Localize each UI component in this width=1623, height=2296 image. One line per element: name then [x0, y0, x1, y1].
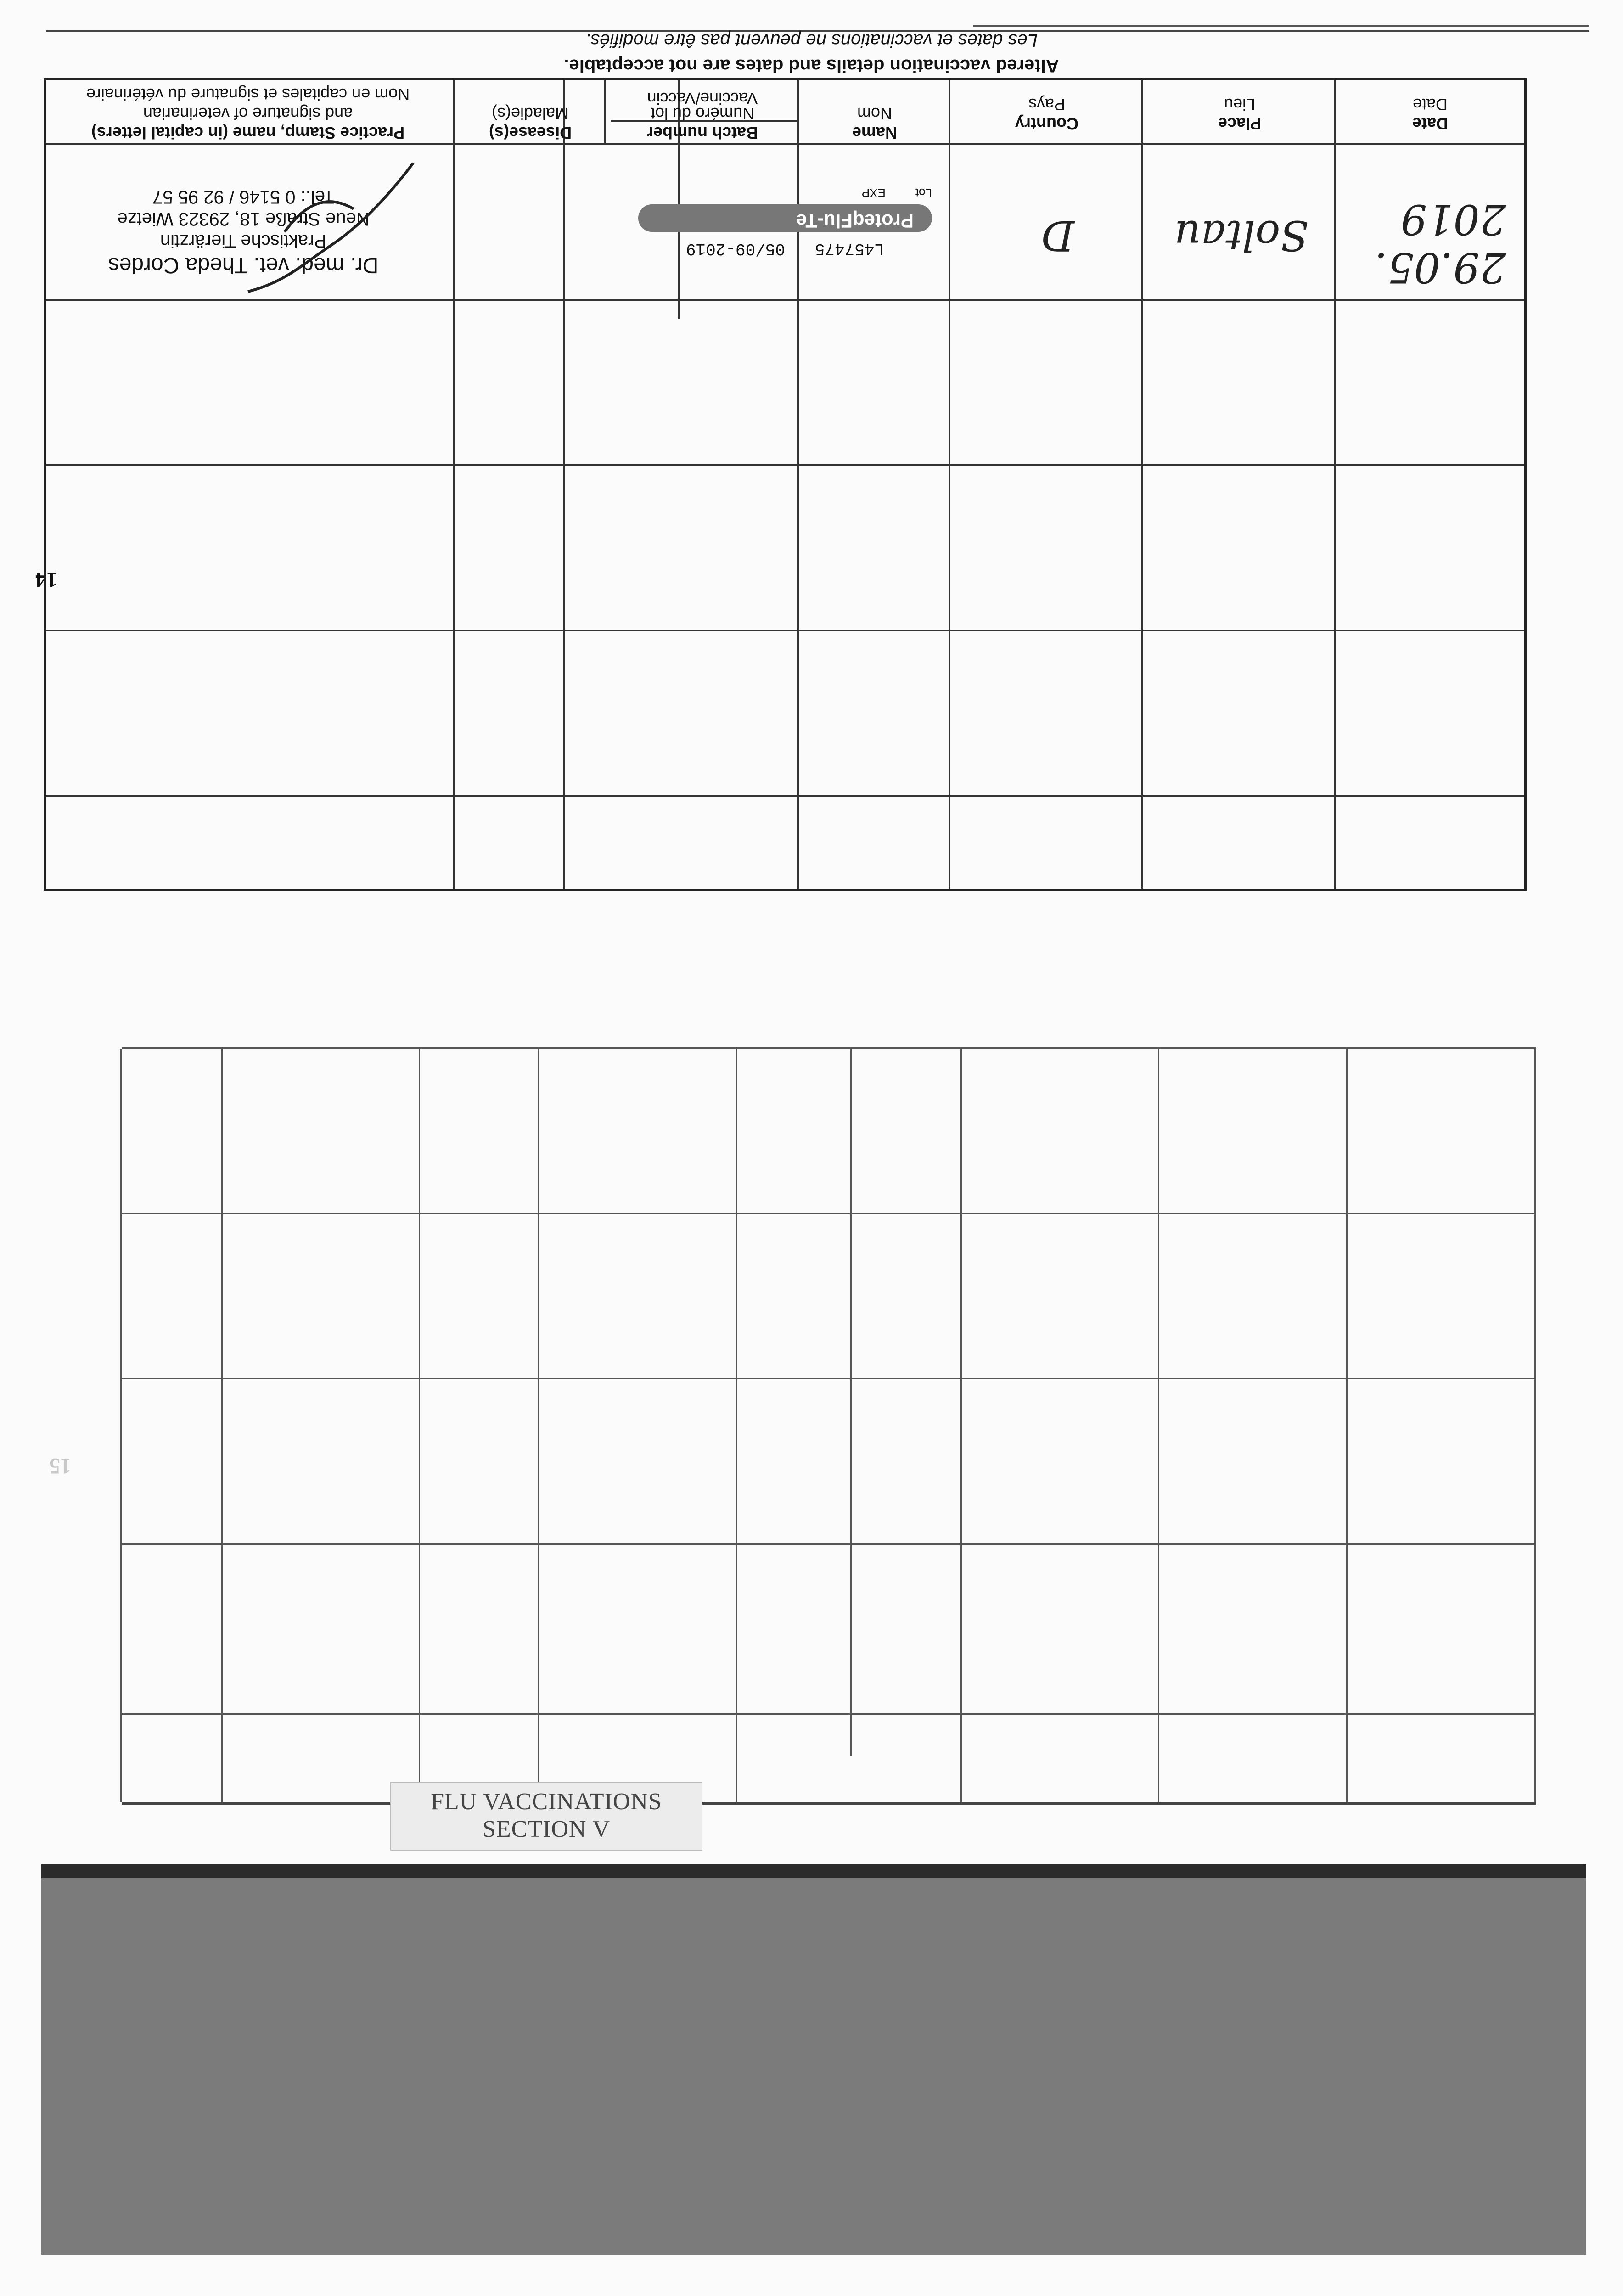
col-divider	[120, 1049, 122, 1802]
entry-place: Soltau	[1174, 211, 1309, 259]
col-divider	[850, 1049, 852, 1756]
col-divider	[563, 80, 565, 889]
col-divider	[797, 80, 799, 889]
entry-date: 29.05. 2019	[1374, 195, 1506, 292]
header-name: Name Nom	[852, 104, 898, 142]
row-divider	[46, 464, 1524, 466]
col-divider	[1534, 1049, 1536, 1802]
vaccination-table-blank	[122, 1049, 1536, 1805]
col-divider	[221, 1049, 223, 1802]
vet-stamp: Dr. med. vet. Theda Cordes Praktische Tierärztin Neue Straße 18, 29323 Wietze Tel.: 0 5146 / 92 95 57	[108, 187, 379, 277]
sticker-labels: Lot EXP	[861, 186, 932, 200]
lower-page	[0, 964, 1623, 1883]
scanner-background	[41, 1878, 1586, 2255]
col-divider	[419, 1049, 420, 1802]
header-vaccine: Vaccine/Vaccin	[647, 89, 758, 108]
row-divider	[46, 630, 1524, 631]
col-divider	[960, 1049, 962, 1802]
vaccination-table	[44, 78, 1527, 891]
section-tab: FLU VACCINATIONS SECTION V	[390, 1782, 702, 1851]
row-divider	[122, 1543, 1536, 1545]
header-divider	[122, 1713, 1536, 1715]
col-divider	[538, 1049, 539, 1802]
row-divider	[122, 1378, 1536, 1379]
header-country: Country Pays	[1015, 95, 1078, 133]
entry-country: D	[1041, 211, 1074, 259]
col-divider	[1334, 80, 1336, 889]
header-disease: Disease(s) Maladie(s)	[489, 104, 572, 142]
sticker-values: L457475 05/09-2019	[685, 239, 885, 258]
header-stamp: Practice Stamp, name (in capital letters) and signature of veterinarian Nom en capitales et signature du vétérinaire	[86, 85, 410, 142]
col-divider	[453, 80, 455, 889]
page-number: 14	[35, 568, 57, 592]
row-divider	[46, 795, 1524, 797]
col-divider	[949, 80, 950, 889]
col-divider	[1158, 1049, 1159, 1802]
upper-page	[0, 0, 1623, 960]
vaccine-sticker	[638, 204, 932, 232]
header-batch: Batch number Numéro du lot	[646, 104, 758, 142]
header-place: Place Lieu	[1218, 95, 1262, 133]
vaccine-name: ProteqFlu-Te	[796, 210, 914, 232]
col-divider	[1346, 1049, 1348, 1802]
col-divider	[736, 1049, 737, 1802]
vet-signature	[230, 145, 422, 301]
page-number: 15	[49, 1454, 71, 1478]
warning-en: Altered vaccination details and dates are not acceptable.	[564, 56, 1059, 76]
row-divider	[122, 1047, 1536, 1049]
header-date: Date Date	[1412, 95, 1449, 133]
warning-fr: Les dates et vaccinations ne peuvent pas être modifiés.	[585, 30, 1038, 51]
row-divider	[122, 1213, 1536, 1214]
col-divider	[1141, 80, 1143, 889]
